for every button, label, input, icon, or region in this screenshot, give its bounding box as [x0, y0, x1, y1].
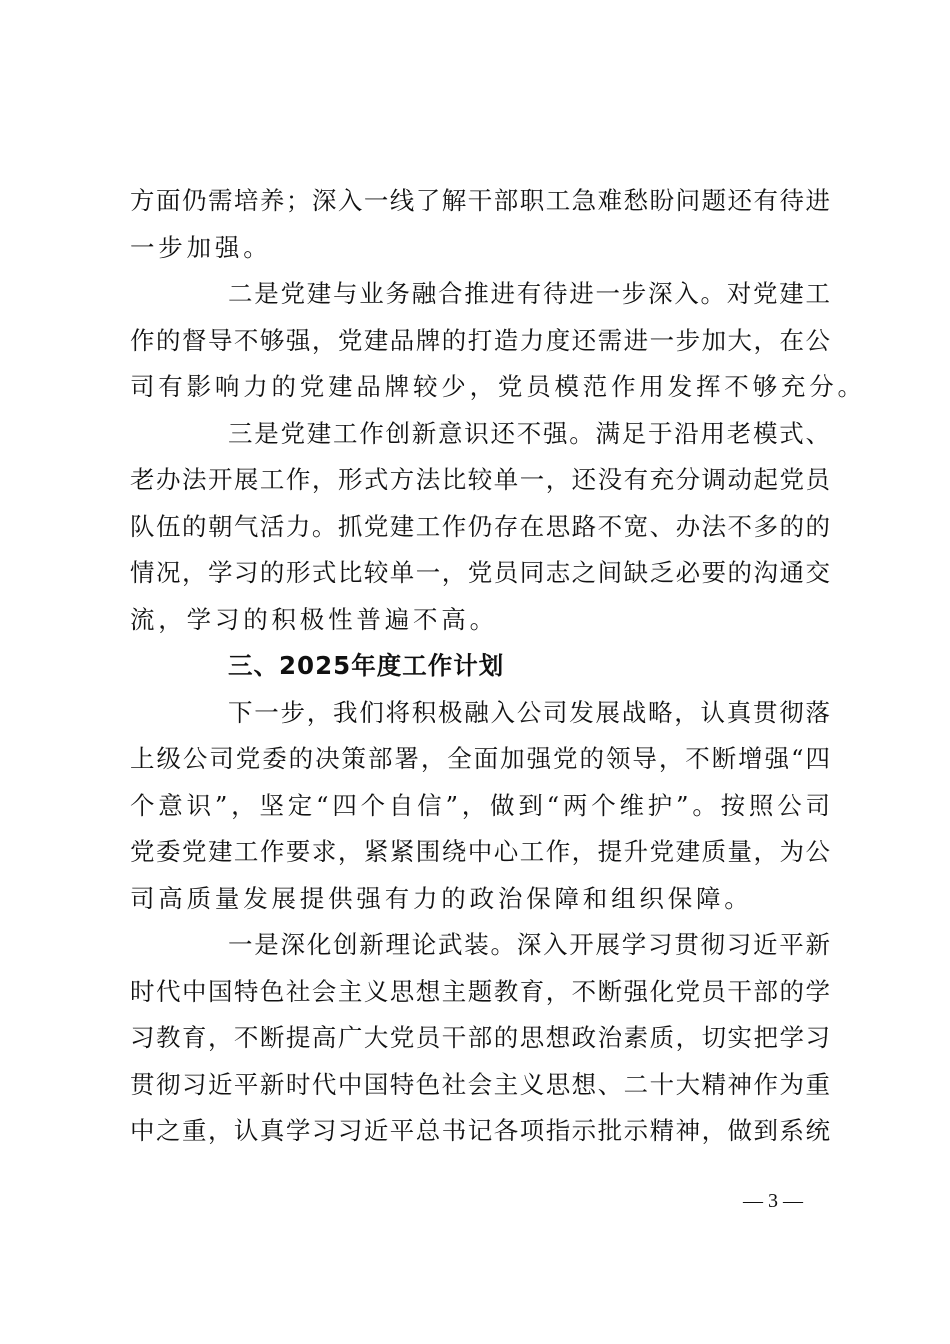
paragraph-2-line-3: 司有影响力的党建品牌较少，党员模范作用发挥不够充分。: [130, 372, 866, 401]
paragraph-4-line-5: 司高质量发展提供强有力的政治保障和组织保障。: [130, 883, 753, 913]
page-number: — 3 —: [743, 1190, 803, 1212]
paragraph-1-line-2: 一步加强。: [130, 232, 272, 262]
paragraph-3-line-5: 流，学习的积极性普遍不高。: [130, 604, 498, 634]
paragraph-4-line-2: 上级公司党委的决策部署，全面加强党的领导，不断增强“四: [130, 744, 830, 773]
paragraph-3-line-4: 情况，学习的形式比较单一，党员同志之间缺乏必要的沟通交: [130, 558, 830, 587]
paragraph-4-line-4: 党委党建工作要求，紧紧围绕中心工作，提升党建质量，为公: [130, 837, 830, 866]
paragraph-2-line-2: 作的督导不够强，党建品牌的打造力度还需进一步加大，在公: [130, 325, 830, 355]
document-body: [130, 178, 866, 1155]
paragraph-3-line-3: 队伍的朝气活力。抓党建工作仍存在思路不宽、办法不多的的: [130, 511, 830, 541]
paragraph-1-line-1: 方面仍需培养；深入一线了解干部职工急难愁盼问题还有待进: [130, 186, 830, 215]
paragraph-5-line-3: 习教育，不断提高广大党员干部的思想政治素质，切实把学习: [130, 1023, 830, 1052]
paragraph-2-line-1: 二是党建与业务融合推进有待进一步深入。对党建工: [228, 279, 830, 308]
paragraph-4-line-1: 下一步，我们将积极融入公司发展战略，认真贯彻落: [228, 697, 830, 727]
paragraph-3-line-2: 老办法开展工作，形式方法比较单一，还没有充分调动起党员: [130, 465, 830, 494]
paragraph-4-line-3: 个意识”，坚定“四个自信”，做到“两个维护”。按照公司: [130, 790, 830, 820]
paragraph-5-line-2: 时代中国特色社会主义思想主题教育，不断强化党员干部的学: [130, 976, 830, 1006]
paragraph-5-line-5: 中之重，认真学习习近平总书记各项指示批示精神，做到系统: [130, 1116, 830, 1145]
paragraph-5-line-1: 一是深化创新理论武装。深入开展学习贯彻习近平新: [228, 930, 830, 959]
paragraph-5-line-4: 贯彻习近平新时代中国特色社会主义思想、二十大精神作为重: [130, 1069, 830, 1099]
paragraph-3-line-1: 三是党建工作创新意识还不强。满足于沿用老模式、: [228, 418, 830, 448]
section-heading: 三、2025年度工作计划: [228, 651, 505, 680]
